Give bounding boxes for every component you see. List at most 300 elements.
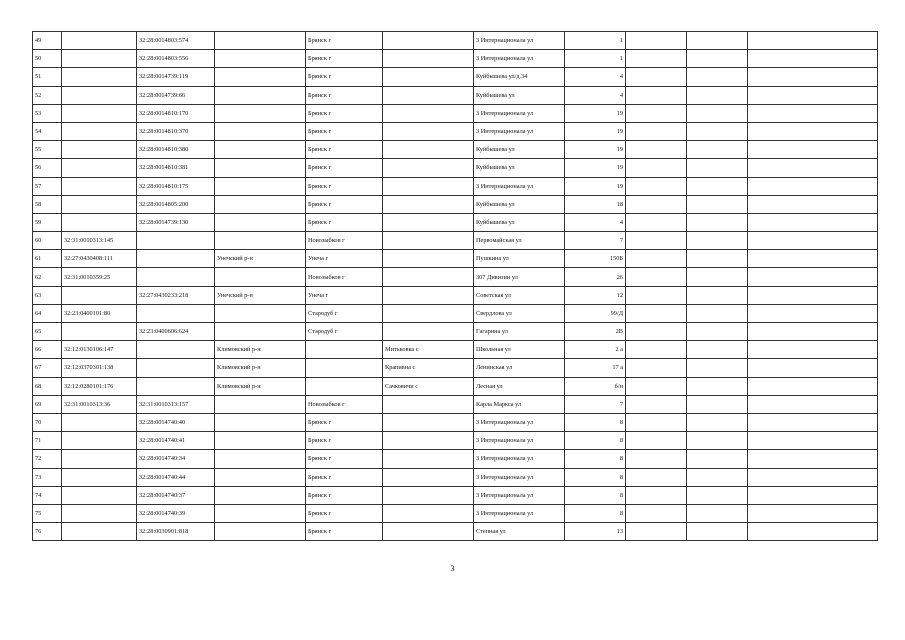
cadastral-number-cell — [62, 122, 137, 140]
extra-cell-1 — [626, 122, 687, 140]
district-cell — [215, 395, 306, 413]
extra-cell-1 — [626, 232, 687, 250]
cadastral-number-2-cell — [137, 359, 215, 377]
city-cell: Стародуб г — [306, 304, 383, 322]
house-cell: 8 — [565, 450, 626, 468]
table-row — [33, 504, 878, 522]
cadastral-number-cell: 32:31:0010313:145 — [62, 232, 137, 250]
street-cell: 3 Интернационала ул — [474, 413, 565, 431]
extra-cell-3 — [748, 432, 878, 450]
street-cell: Куйбышева ул — [474, 86, 565, 104]
table-row — [33, 159, 878, 177]
row-number-cell: 52 — [33, 86, 62, 104]
extra-cell-1 — [626, 468, 687, 486]
extra-cell-2 — [687, 122, 748, 140]
extra-cell-3 — [748, 250, 878, 268]
extra-cell-3 — [748, 304, 878, 322]
house-cell: 1 — [565, 32, 626, 50]
extra-cell-2 — [687, 341, 748, 359]
register-table — [32, 31, 878, 541]
cadastral-number-cell — [62, 104, 137, 122]
cadastral-number-cell — [62, 159, 137, 177]
table-row — [33, 86, 878, 104]
cadastral-number-2-cell: 32:28:0014810:381 — [137, 159, 215, 177]
settlement-cell — [383, 323, 474, 341]
extra-cell-3 — [748, 377, 878, 395]
city-cell: Новозыбков г — [306, 395, 383, 413]
table-body — [33, 32, 878, 541]
city-cell: Унеча г — [306, 286, 383, 304]
cadastral-number-cell — [62, 286, 137, 304]
extra-cell-2 — [687, 504, 748, 522]
street-cell: Пушкина ул — [474, 250, 565, 268]
city-cell: Брянск г — [306, 50, 383, 68]
page-number: 3 — [450, 564, 455, 573]
house-cell: 18 — [565, 195, 626, 213]
extra-cell-3 — [748, 68, 878, 86]
extra-cell-3 — [748, 213, 878, 231]
extra-cell-2 — [687, 432, 748, 450]
extra-cell-3 — [748, 286, 878, 304]
row-number-cell: 76 — [33, 523, 62, 541]
city-cell: Брянск г — [306, 32, 383, 50]
city-cell: Новозыбков г — [306, 232, 383, 250]
extra-cell-2 — [687, 177, 748, 195]
cadastral-number-cell — [62, 323, 137, 341]
extra-cell-1 — [626, 32, 687, 50]
settlement-cell — [383, 468, 474, 486]
district-cell — [215, 32, 306, 50]
district-cell — [215, 50, 306, 68]
district-cell — [215, 432, 306, 450]
extra-cell-1 — [626, 432, 687, 450]
table-row — [33, 141, 878, 159]
extra-cell-1 — [626, 177, 687, 195]
house-cell: 19 — [565, 177, 626, 195]
row-number-cell: 72 — [33, 450, 62, 468]
row-number-cell: 54 — [33, 122, 62, 140]
settlement-cell — [383, 232, 474, 250]
city-cell: Брянск г — [306, 432, 383, 450]
city-cell — [306, 359, 383, 377]
cadastral-number-cell — [62, 450, 137, 468]
cadastral-number-cell: 32:12:0280101:176 — [62, 377, 137, 395]
street-cell: 3 Интернационала ул — [474, 432, 565, 450]
city-cell: Брянск г — [306, 68, 383, 86]
street-cell: Гагарина ул — [474, 323, 565, 341]
city-cell: Брянск г — [306, 122, 383, 140]
row-number-cell: 71 — [33, 432, 62, 450]
street-cell: Степная ул — [474, 523, 565, 541]
district-cell — [215, 232, 306, 250]
street-cell: Лесная ул — [474, 377, 565, 395]
settlement-cell — [383, 523, 474, 541]
settlement-cell — [383, 104, 474, 122]
street-cell: 3 Интернационала ул — [474, 468, 565, 486]
cadastral-number-cell — [62, 432, 137, 450]
extra-cell-3 — [748, 468, 878, 486]
street-cell: Ленинская ул — [474, 359, 565, 377]
extra-cell-2 — [687, 232, 748, 250]
cadastral-number-2-cell: 32:28:0030901:818 — [137, 523, 215, 541]
table-row — [33, 450, 878, 468]
settlement-cell — [383, 395, 474, 413]
extra-cell-2 — [687, 323, 748, 341]
cadastral-number-2-cell: 32:28:0014740:44 — [137, 468, 215, 486]
row-number-cell: 49 — [33, 32, 62, 50]
cadastral-number-2-cell — [137, 232, 215, 250]
cadastral-number-2-cell: 32:28:0014739:130 — [137, 213, 215, 231]
cadastral-number-cell: 32:12:0130106:147 — [62, 341, 137, 359]
extra-cell-3 — [748, 32, 878, 50]
district-cell: Климовский р-н — [215, 377, 306, 395]
extra-cell-3 — [748, 359, 878, 377]
settlement-cell — [383, 32, 474, 50]
extra-cell-1 — [626, 86, 687, 104]
extra-cell-1 — [626, 450, 687, 468]
extra-cell-1 — [626, 268, 687, 286]
street-cell: Первомайская ул — [474, 232, 565, 250]
extra-cell-1 — [626, 68, 687, 86]
city-cell: Брянск г — [306, 104, 383, 122]
district-cell — [215, 104, 306, 122]
street-cell: 3 Интернационала ул — [474, 122, 565, 140]
district-cell — [215, 504, 306, 522]
extra-cell-1 — [626, 413, 687, 431]
cadastral-number-2-cell: 32:28:0014810:175 — [137, 177, 215, 195]
street-cell: Куйбышева ул — [474, 159, 565, 177]
street-cell: 3 Интернационала ул — [474, 104, 565, 122]
row-number-cell: 73 — [33, 468, 62, 486]
house-cell: 150Б — [565, 250, 626, 268]
city-cell: Новозыбков г — [306, 268, 383, 286]
cadastral-number-cell — [62, 141, 137, 159]
city-cell — [306, 377, 383, 395]
extra-cell-2 — [687, 450, 748, 468]
table-row — [33, 377, 878, 395]
house-cell: 8 — [565, 504, 626, 522]
settlement-cell — [383, 86, 474, 104]
cadastral-number-2-cell: 32:28:0014803:556 — [137, 50, 215, 68]
street-cell: 3 Интернационала ул — [474, 450, 565, 468]
city-cell: Стародуб г — [306, 323, 383, 341]
cadastral-number-cell — [62, 523, 137, 541]
city-cell: Брянск г — [306, 159, 383, 177]
table-row — [33, 359, 878, 377]
house-cell: 8 — [565, 413, 626, 431]
table-row — [33, 122, 878, 140]
city-cell: Брянск г — [306, 86, 383, 104]
district-cell: Унечский р-н — [215, 250, 306, 268]
settlement-cell — [383, 504, 474, 522]
cadastral-number-2-cell: 32:28:0014740:41 — [137, 432, 215, 450]
row-number-cell: 50 — [33, 50, 62, 68]
row-number-cell: 61 — [33, 250, 62, 268]
extra-cell-3 — [748, 177, 878, 195]
cadastral-number-cell: 32:23:0400101:80 — [62, 304, 137, 322]
table-row — [33, 268, 878, 286]
extra-cell-3 — [748, 413, 878, 431]
row-number-cell: 57 — [33, 177, 62, 195]
settlement-cell — [383, 68, 474, 86]
cadastral-number-cell — [62, 504, 137, 522]
cadastral-number-2-cell — [137, 341, 215, 359]
house-cell: 19 — [565, 104, 626, 122]
district-cell — [215, 323, 306, 341]
street-cell: Свердлова ул — [474, 304, 565, 322]
street-cell: Школьная ул — [474, 341, 565, 359]
settlement-cell — [383, 177, 474, 195]
extra-cell-1 — [626, 104, 687, 122]
cadastral-number-2-cell: 32:28:0014810:370 — [137, 122, 215, 140]
extra-cell-1 — [626, 486, 687, 504]
row-number-cell: 65 — [33, 323, 62, 341]
settlement-cell — [383, 304, 474, 322]
extra-cell-1 — [626, 323, 687, 341]
cadastral-number-2-cell: 32:28:0014810:170 — [137, 104, 215, 122]
city-cell — [306, 341, 383, 359]
extra-cell-2 — [687, 486, 748, 504]
street-cell: 3 Интернационала ул — [474, 32, 565, 50]
extra-cell-2 — [687, 413, 748, 431]
city-cell: Брянск г — [306, 468, 383, 486]
cadastral-number-2-cell: 32:28:0014740:37 — [137, 486, 215, 504]
street-cell: Куйбышева ул — [474, 141, 565, 159]
house-cell: 17 а — [565, 359, 626, 377]
city-cell: Брянск г — [306, 450, 383, 468]
extra-cell-3 — [748, 141, 878, 159]
city-cell: Брянск г — [306, 195, 383, 213]
house-cell: 1 — [565, 50, 626, 68]
settlement-cell — [383, 450, 474, 468]
extra-cell-1 — [626, 195, 687, 213]
extra-cell-1 — [626, 159, 687, 177]
district-cell — [215, 413, 306, 431]
settlement-cell — [383, 413, 474, 431]
cadastral-number-2-cell: 32:28:0014805:200 — [137, 195, 215, 213]
table-row — [33, 50, 878, 68]
district-cell — [215, 486, 306, 504]
row-number-cell: 64 — [33, 304, 62, 322]
cadastral-number-2-cell — [137, 268, 215, 286]
cadastral-number-2-cell — [137, 377, 215, 395]
district-cell — [215, 304, 306, 322]
table-row — [33, 104, 878, 122]
street-cell: Куйбышева ул — [474, 213, 565, 231]
cadastral-number-2-cell: 32:28:0014803:574 — [137, 32, 215, 50]
cadastral-number-cell — [62, 50, 137, 68]
district-cell: Климовский р-н — [215, 341, 306, 359]
settlement-cell — [383, 268, 474, 286]
house-cell: 8 — [565, 432, 626, 450]
settlement-cell — [383, 286, 474, 304]
district-cell — [215, 213, 306, 231]
street-cell: 3 Интернационала ул — [474, 50, 565, 68]
extra-cell-3 — [748, 268, 878, 286]
extra-cell-1 — [626, 250, 687, 268]
extra-cell-2 — [687, 213, 748, 231]
extra-cell-2 — [687, 395, 748, 413]
district-cell — [215, 159, 306, 177]
settlement-cell — [383, 213, 474, 231]
cadastral-number-2-cell: 32:28:0014740:39 — [137, 504, 215, 522]
extra-cell-1 — [626, 141, 687, 159]
settlement-cell: Митьковка с — [383, 341, 474, 359]
extra-cell-2 — [687, 268, 748, 286]
district-cell — [215, 195, 306, 213]
extra-cell-2 — [687, 523, 748, 541]
extra-cell-3 — [748, 86, 878, 104]
extra-cell-1 — [626, 504, 687, 522]
extra-cell-3 — [748, 50, 878, 68]
cadastral-number-2-cell: 32:28:0014810:380 — [137, 141, 215, 159]
extra-cell-1 — [626, 50, 687, 68]
row-number-cell: 70 — [33, 413, 62, 431]
extra-cell-2 — [687, 359, 748, 377]
extra-cell-3 — [748, 450, 878, 468]
house-cell: 2В — [565, 323, 626, 341]
settlement-cell: Крапивна с — [383, 359, 474, 377]
extra-cell-3 — [748, 232, 878, 250]
city-cell: Брянск г — [306, 486, 383, 504]
cadastral-number-2-cell: 32:28:0014740:40 — [137, 413, 215, 431]
house-cell: 8 — [565, 486, 626, 504]
extra-cell-2 — [687, 141, 748, 159]
district-cell — [215, 68, 306, 86]
table-row — [33, 250, 878, 268]
extra-cell-3 — [748, 159, 878, 177]
settlement-cell: Сачковичи с — [383, 377, 474, 395]
cadastral-number-2-cell — [137, 304, 215, 322]
cadastral-number-cell: 32:27:0430408:111 — [62, 250, 137, 268]
table-row — [33, 341, 878, 359]
extra-cell-2 — [687, 68, 748, 86]
extra-cell-1 — [626, 213, 687, 231]
district-cell — [215, 468, 306, 486]
extra-cell-2 — [687, 304, 748, 322]
table-row — [33, 413, 878, 431]
street-cell: 3 Интернационала ул — [474, 486, 565, 504]
street-cell: 307 Дивизии ул — [474, 268, 565, 286]
table-row — [33, 523, 878, 541]
cadastral-number-cell — [62, 486, 137, 504]
extra-cell-3 — [748, 504, 878, 522]
house-cell: 19 — [565, 159, 626, 177]
cadastral-number-cell — [62, 177, 137, 195]
extra-cell-3 — [748, 395, 878, 413]
city-cell: Брянск г — [306, 213, 383, 231]
table-row — [33, 177, 878, 195]
district-cell — [215, 177, 306, 195]
city-cell: Брянск г — [306, 413, 383, 431]
extra-cell-2 — [687, 32, 748, 50]
row-number-cell: 75 — [33, 504, 62, 522]
extra-cell-2 — [687, 250, 748, 268]
table-row — [33, 432, 878, 450]
house-cell: 7 — [565, 395, 626, 413]
settlement-cell — [383, 432, 474, 450]
settlement-cell — [383, 250, 474, 268]
row-number-cell: 59 — [33, 213, 62, 231]
extra-cell-1 — [626, 286, 687, 304]
house-cell: 12 — [565, 286, 626, 304]
cadastral-number-2-cell: 32:27:0430233:218 — [137, 286, 215, 304]
cadastral-number-cell: 32:31:0010313:36 — [62, 395, 137, 413]
cadastral-number-2-cell: 32:23:0400606:624 — [137, 323, 215, 341]
extra-cell-1 — [626, 341, 687, 359]
settlement-cell — [383, 122, 474, 140]
extra-cell-3 — [748, 523, 878, 541]
city-cell: Унеча г — [306, 250, 383, 268]
extra-cell-1 — [626, 304, 687, 322]
extra-cell-2 — [687, 104, 748, 122]
cadastral-number-cell — [62, 68, 137, 86]
row-number-cell: 74 — [33, 486, 62, 504]
house-cell: 4 — [565, 213, 626, 231]
cadastral-number-2-cell — [137, 250, 215, 268]
district-cell — [215, 523, 306, 541]
house-cell: 4 — [565, 68, 626, 86]
extra-cell-1 — [626, 523, 687, 541]
settlement-cell — [383, 159, 474, 177]
district-cell — [215, 450, 306, 468]
table-row — [33, 486, 878, 504]
house-cell: б/н — [565, 377, 626, 395]
table-row — [33, 304, 878, 322]
cadastral-number-cell — [62, 468, 137, 486]
house-cell: 8 — [565, 468, 626, 486]
house-cell: 19 — [565, 141, 626, 159]
cadastral-number-2-cell: 32:28:0014739:119 — [137, 68, 215, 86]
cadastral-number-cell — [62, 213, 137, 231]
district-cell — [215, 122, 306, 140]
house-cell: 13 — [565, 523, 626, 541]
table-row — [33, 32, 878, 50]
cadastral-number-cell — [62, 195, 137, 213]
extra-cell-3 — [748, 195, 878, 213]
row-number-cell: 53 — [33, 104, 62, 122]
district-cell: Климовский р-н — [215, 359, 306, 377]
house-cell: 26 — [565, 268, 626, 286]
settlement-cell — [383, 486, 474, 504]
settlement-cell — [383, 141, 474, 159]
extra-cell-3 — [748, 486, 878, 504]
extra-cell-1 — [626, 359, 687, 377]
cadastral-number-cell — [62, 32, 137, 50]
extra-cell-3 — [748, 122, 878, 140]
city-cell: Брянск г — [306, 141, 383, 159]
district-cell — [215, 268, 306, 286]
row-number-cell: 63 — [33, 286, 62, 304]
settlement-cell — [383, 195, 474, 213]
extra-cell-2 — [687, 377, 748, 395]
street-cell: 3 Интернационала ул — [474, 177, 565, 195]
settlement-cell — [383, 50, 474, 68]
street-cell: Карла Маркса ул — [474, 395, 565, 413]
district-cell — [215, 141, 306, 159]
extra-cell-1 — [626, 395, 687, 413]
district-cell — [215, 86, 306, 104]
row-number-cell: 66 — [33, 341, 62, 359]
table-row — [33, 286, 878, 304]
cadastral-number-cell — [62, 413, 137, 431]
street-cell: Куйбышева ул — [474, 195, 565, 213]
cadastral-number-cell: 32:31:0010359:25 — [62, 268, 137, 286]
extra-cell-3 — [748, 341, 878, 359]
row-number-cell: 55 — [33, 141, 62, 159]
house-cell: 7 — [565, 232, 626, 250]
extra-cell-2 — [687, 195, 748, 213]
